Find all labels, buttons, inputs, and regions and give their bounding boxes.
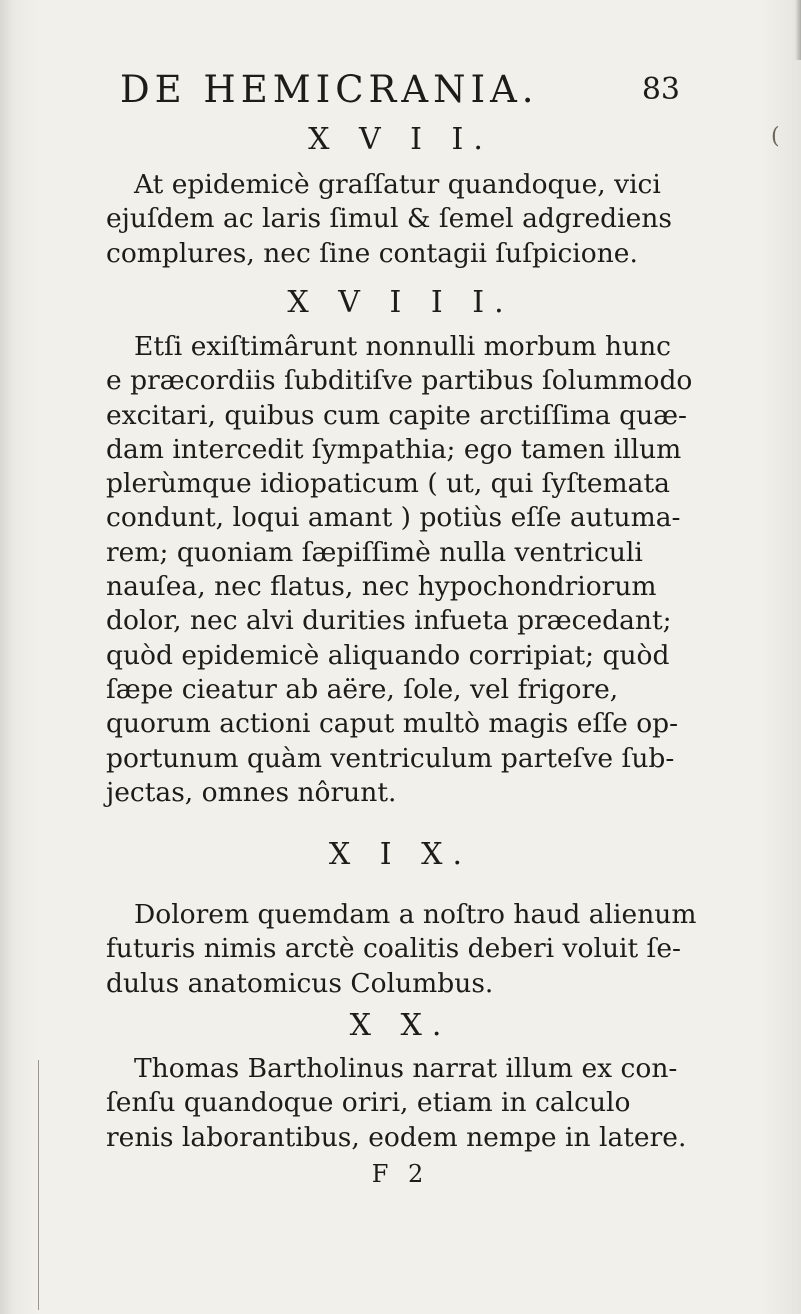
section-numeral: X I X. [328, 837, 473, 872]
section-paragraph [106, 330, 696, 810]
text-line: condunt, loqui amant ) potiùs eſſe autuma- [106, 502, 681, 534]
text-line: ejuſdem ac laris ſimul & ſemel adgrediens [106, 203, 672, 235]
text-line: quòd epidemicè aliquando corripiat; quòd [106, 639, 670, 671]
text-line: dolor, nec alvi durities infueta præcedant; [106, 605, 672, 637]
text-line: Etſi exiſtimârunt nonnulli morbum hunc [134, 331, 671, 362]
text-line: e præcordiis ſubditiſve partibus ſolummodo [106, 365, 693, 397]
section-paragraph [106, 168, 696, 271]
text-line: renis laborantibus, eodem nempe in latere. [106, 1121, 687, 1153]
text-line: ſæpe cieatur ab aëre, ſole, vel frigore, [106, 673, 619, 705]
text-line: jectas, omnes nôrunt. [106, 776, 397, 808]
text-line: complures, nec ſine contagii ſuſpicione. [106, 237, 638, 269]
text-line: quorum actioni caput multò magis eſſe op- [106, 708, 679, 740]
text-line: plerùmque idiopaticum ( ut, qui ſyſtemata [106, 468, 670, 500]
text-line: At epidemicè graſſatur quandoque, vici [134, 169, 661, 200]
text-line: excitari, quibus cum capite arctiſſima quæ- [106, 399, 688, 431]
section-paragraph [106, 898, 696, 1001]
text-line: dam intercedit ſympathia; ego tamen illum [106, 433, 682, 465]
section-numeral: X V I I. [308, 122, 493, 157]
section-numeral: X X. [349, 1008, 452, 1043]
text-line: ſenſu quandoque oriri, etiam in calculo [106, 1087, 631, 1119]
running-title: DE HEMICRANIA. [120, 68, 539, 111]
stray-margin-mark: ( [771, 124, 780, 149]
section-paragraph [106, 1052, 696, 1155]
text-line: futuris nimis arctè coalitis deberi voluit ſe- [106, 933, 682, 965]
text-line: nauſea, nec flatus, nec hypochondriorum [106, 571, 657, 603]
section-numeral: X V I I I. [287, 285, 514, 320]
text-line: portunum quàm ventriculum parteſve ſub- [106, 742, 675, 774]
text-line: rem; quoniam ſæpiſſimè nulla ventriculi [106, 536, 643, 568]
signature-mark: F 2 [371, 1160, 430, 1188]
text-line: Dolorem quemdam a noſtro haud alienum [134, 899, 697, 930]
page-number: 83 [641, 72, 680, 107]
text-line: Thomas Bartholinus narrat illum ex con- [134, 1053, 678, 1084]
text-line: dulus anatomicus Columbus. [106, 967, 494, 999]
page-edge-shadow [795, 0, 801, 60]
page-header [120, 68, 680, 111]
